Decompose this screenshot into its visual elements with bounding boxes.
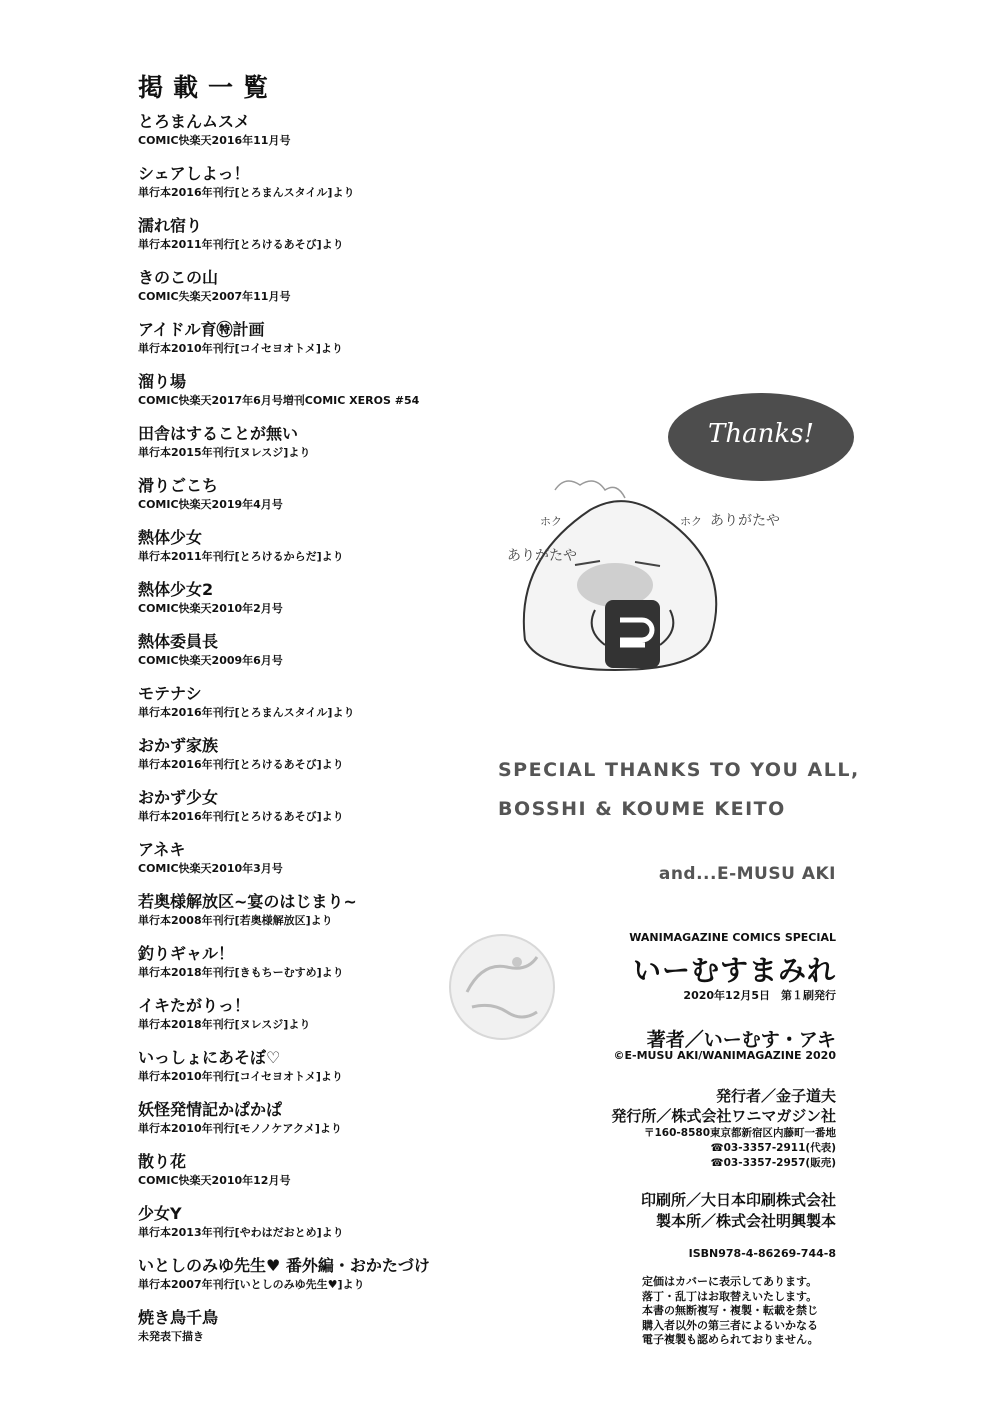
list-item [138,944,478,980]
entry-source: COMIC快楽天2010年2月号 [138,602,283,615]
entry-source: 単行本2007年刊行[いとしのみゆ先生♥]より [138,1278,365,1291]
entry-title: きのこの山 [138,268,219,287]
entry-source: 単行本2015年刊行[ヌレスジ]より [138,446,311,459]
wanimagazine-dragon-logo-icon [447,932,557,1042]
entry-title: 妖怪発情記かぱかぱ [138,1100,283,1119]
svg-text:ありがたや: ありがたや [710,513,780,529]
list-item [138,788,478,824]
entry-source: 未発表下描き [138,1330,204,1343]
entry-source: COMIC快楽天2017年6月号増刊COMIC XEROS #54 [138,394,420,407]
svg-text:ありがたや: ありがたや [507,548,577,564]
list-item [138,684,478,720]
thanks-line-3: and...E-MUSU AKI [658,864,836,884]
list-item [138,632,478,668]
entry-source: 単行本2010年刊行[モノノケアクメ]より [138,1122,342,1135]
list-item [138,840,478,876]
entry-source: COMIC快楽天2016年11月号 [138,134,291,147]
entry-title: 滑りごこち [138,476,219,495]
list-item [138,580,478,616]
entry-title: いとしのみゆ先生♥ 番外編・おかたづけ [138,1256,430,1275]
list-item [138,1048,478,1084]
book-title: いーむすまみれ [632,954,836,987]
entry-source: COMIC快楽天2010年12月号 [138,1174,291,1187]
phone-main: ☎03-3357-2911(代表) [710,1142,836,1154]
speech-bubble [668,393,854,481]
entry-title: アネキ [138,840,186,859]
entry-title: シェアしよっ！ [138,164,250,183]
entry-title: 釣りギャル！ [138,944,235,963]
entry-source: 単行本2018年刊行[きもちーむすめ]より [138,966,344,979]
entry-title: おかず少女 [138,788,219,807]
entry-source: 単行本2011年刊行[とろけるからだ]より [138,550,344,563]
author: 著者／いーむす・アキ [646,1029,836,1051]
page-title: 掲載一覧 [138,73,279,102]
entry-title: おかず家族 [138,736,219,755]
entry-source: 単行本2008年刊行[若奥様解放区]より [138,914,333,927]
list-item [138,1308,478,1344]
publisher-address: 〒160-8580東京都新宿区内藤町一番地 [644,1127,836,1139]
list-item [138,1152,478,1188]
svg-text:ホク: ホク [680,515,702,528]
entry-source: 単行本2016年刊行[とろまんスタイル]より [138,706,355,719]
list-item [138,164,478,200]
list-item [138,996,478,1032]
printer: 印刷所／大日本印刷株式会社 [640,1191,836,1209]
entry-title: 散り花 [138,1152,187,1171]
thanks-line-1: SPECIAL THANKS TO YOU ALL, [498,759,860,781]
copyright: ©E-MUSU AKI/WANIMAGAZINE 2020 [613,1049,836,1062]
publisher-company: 発行所／株式会社ワニマガジン社 [611,1107,836,1125]
list-item [138,216,478,252]
isbn: ISBN978-4-86269-744-8 [688,1247,836,1260]
entry-source: COMIC失楽天2007年11月号 [138,290,291,303]
entry-source: 単行本2018年刊行[ヌレスジ]より [138,1018,311,1031]
entry-source: 単行本2010年刊行[コイセヨオトメ]より [138,342,343,355]
legal-notice [642,1275,819,1348]
entry-title: 熱体少女 [138,528,203,547]
publication-date: 2020年12月5日 第１刷発行 [683,989,836,1002]
thanks-line-2: BOSSHI & KOUME KEITO [498,798,786,820]
entry-source: 単行本2010年刊行[コイセヨオトメ]より [138,1070,343,1083]
notice-line: 電子複製も認められておりません。 [642,1333,819,1346]
notice-line: 落丁・乱丁はお取替えいたします。 [642,1289,818,1303]
entry-title: モテナシ [138,684,202,703]
entry-title: 田舎はすることが無い [138,424,299,443]
list-item [138,372,478,408]
entry-title: とろまんムスメ [138,112,251,131]
entry-title: アイドル育㊕計画 [138,320,265,339]
phone-sales: ☎03-3357-2957(販売) [710,1157,836,1169]
entry-title: 濡れ宿り [138,216,203,235]
entry-title: 溜り場 [138,372,187,391]
list-item [138,736,478,772]
list-item [138,1204,478,1240]
entry-source: COMIC快楽天2009年6月号 [138,654,283,667]
entry-title: 焼き鳥千鳥 [138,1308,219,1327]
list-item [138,112,478,148]
binder: 製本所／株式会社明興製本 [655,1212,836,1230]
entry-title: 熱体委員長 [138,632,219,651]
entry-source: COMIC快楽天2010年3月号 [138,862,283,875]
list-item [138,1100,478,1136]
entry-source: 単行本2016年刊行[とろけるあそび]より [138,810,344,823]
entry-title: 熱体少女2 [138,580,214,599]
entry-title: 少女Y [138,1204,182,1223]
entry-source: 単行本2016年刊行[とろけるあそび]より [138,758,344,771]
entry-title: 若奥様解放区~宴のはじまり~ [138,892,357,911]
list-item [138,528,478,564]
svg-text:ホク: ホク [540,515,562,528]
entry-title: いっしょにあそぼ♡ [138,1048,281,1067]
notice-line: 本書の無断複写・複製・転載を禁じ [642,1304,818,1317]
series-name: WANIMAGAZINE COMICS SPECIAL [629,931,836,944]
entry-source: 単行本2011年刊行[とろけるあそび]より [138,238,344,251]
list-item [138,424,478,460]
notice-line: 購入者以外の第三者によるいかなる [642,1318,818,1332]
bubble-text: Thanks! [708,419,814,449]
entry-title: イキたがりっ！ [138,996,251,1015]
list-item [138,1256,478,1292]
list-item [138,476,478,512]
entry-source: 単行本2013年刊行[やわはだおとめ]より [138,1226,344,1239]
entry-source: COMIC快楽天2019年4月号 [138,498,283,511]
entry-source: 単行本2016年刊行[とろまんスタイル]より [138,186,355,199]
notice-line: 定価はカバーに表示してあります。 [642,1275,818,1288]
list-item [138,892,478,928]
list-item [138,268,478,304]
list-item [138,320,478,356]
publisher-person: 発行者／金子道夫 [715,1087,836,1105]
onigiri-mascot-icon [495,470,795,700]
